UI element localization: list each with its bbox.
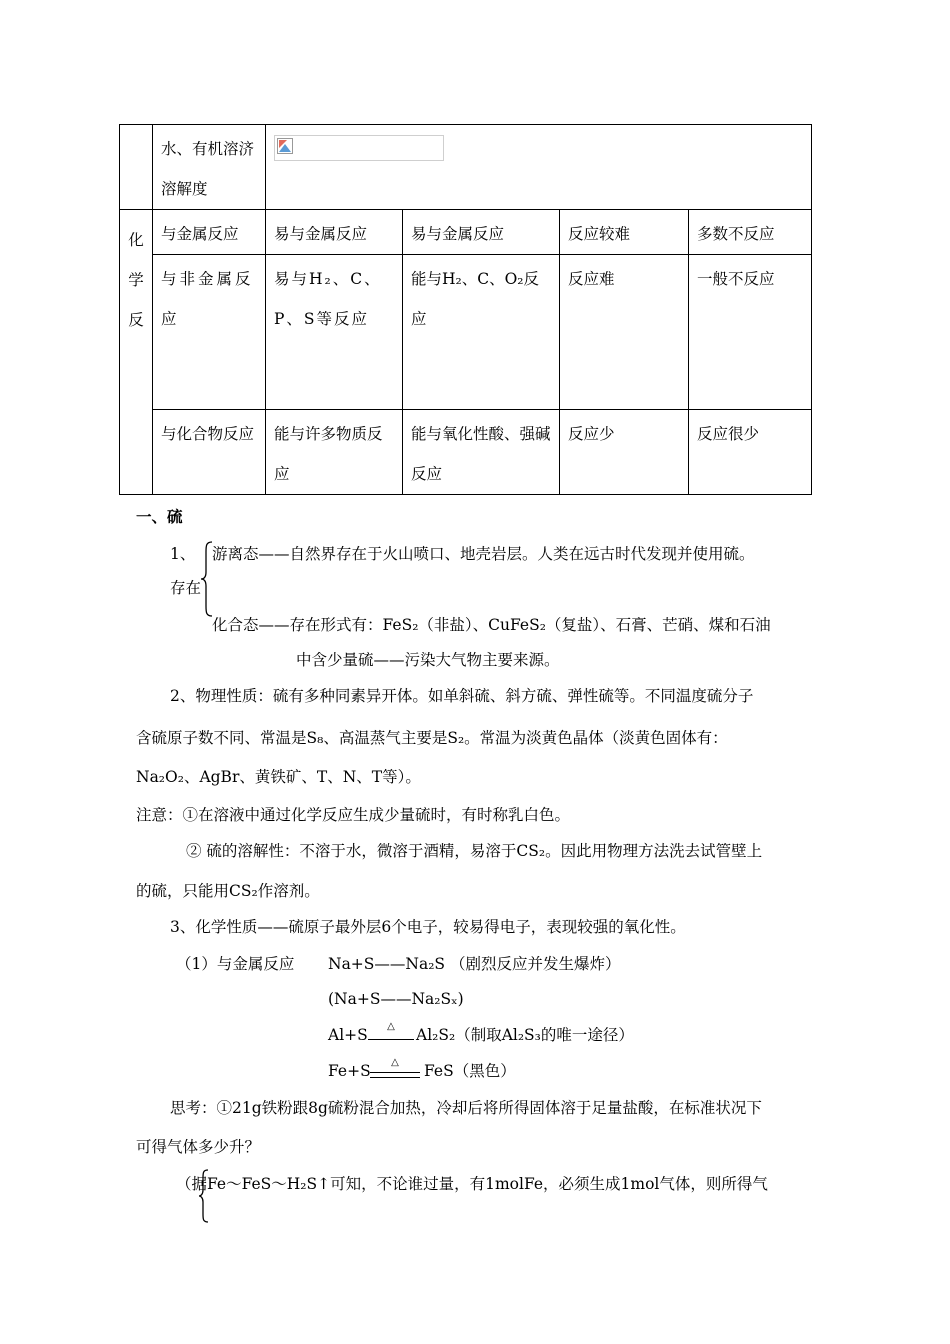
note-2: ② 硫的溶解性：不溶于水，微溶于酒精，易溶于CS₂。因此用物理方法洗去试管壁上 [186,842,763,860]
chemical-subtitle-metal: （1）与金属反应 [176,955,295,973]
note-3: 的硫，只能用CS₂作溶剂。 [136,882,320,900]
row-label-solubility: 水、有机溶济溶解度 [153,125,266,210]
existence-label: 存在 [170,579,202,597]
note-1: 注意：①在溶液中通过化学反应生成少量硫时，有时称乳白色。 [136,806,571,824]
table-cell [120,125,153,210]
table-row [120,255,812,410]
broken-image-icon [274,135,444,161]
think-question-line1: 思考：①21g铁粉跟8g硫粉混合加热，冷却后将所得固体溶于足量盐酸，在标准状况下 [170,1099,762,1117]
existence-number: 1、 [170,545,196,563]
equation-na-s: Na+S——Na₂S （剧烈反应并发生爆炸） [328,955,621,973]
think-answer-line1: （据Fe～FeS～H₂S↑可知，不论谁过量，有1molFe，必须生成1mol气体，则所得气 [176,1175,768,1193]
think-question-line2: 可得气体多少升？ [136,1138,261,1156]
table-cell: 反应难 [560,255,689,410]
properties-table [119,124,812,495]
row-label: 与金属反应 [153,210,266,255]
existence-free-line: 游离态——自然界存在于火山喷口、地壳岩层。人类在远古时代发现并使用硫。 [212,545,755,563]
table-cell: 易与金属反应 [403,210,560,255]
table-cell: 能与氧化性酸、强碱反应 [403,410,560,495]
table-cell: 多数不反应 [689,210,812,255]
equation-al-s-left: Al+S [328,1026,368,1044]
table-cell: 反应较难 [560,210,689,255]
physical-line1: 2、物理性质：硫有多种同素异开体。如单斜硫、斜方硫、弹性硫等。不同温度硫分子 [170,687,754,705]
table-cell: 反应少 [560,410,689,495]
equation-fe-s-right: FeS（黑色） [424,1062,516,1080]
equation-fe-s-left: Fe+S [328,1062,371,1080]
physical-line3: Na₂O₂、AgBr、黄铁矿、T、N、T等）。 [136,768,421,786]
table-cell: 一般不反应 [689,255,812,410]
table-cell: 易与H₂、C、P、S等反应 [266,255,403,410]
table-cell: 能与H₂、C、O₂反应 [403,255,560,410]
table-cell: 能与许多物质反应 [266,410,403,495]
physical-line2: 含硫原子数不同、常温是S₈、高温蒸气主要是S₂。常温为淡黄色晶体（淡黄色固体有： [136,729,728,747]
chemical-title: 3、化学性质——硫原子最外层6个电子，较易得电子，表现较强的氧化性。 [170,918,686,936]
table-row [120,125,812,210]
heating-equals-icon: △ [370,1058,420,1082]
equation-na-sx: (Na+S——Na₂Sₓ) [328,990,464,1008]
solubility-image-cell [266,125,812,210]
existence-combined-line1: 化合态——存在形式有：FeS₂（非盐）、CuFeS₂（复盐）、石膏、芒硝、煤和石油 [212,616,771,634]
existence-combined-line2: 中含少量硫——污染大气物主要来源。 [296,651,560,669]
row-label: 与非金属反应 [153,255,266,410]
heating-arrow-icon: △ [368,1022,414,1046]
group-label-chemical: 化学反 [120,210,153,495]
table-row [120,210,812,255]
table-cell: 易与金属反应 [266,210,403,255]
equation-al-s-right: Al₂S₂（制取Al₂S₃的唯一途径） [416,1026,634,1044]
section-title: 一、硫 [136,508,183,526]
table-cell: 反应很少 [689,410,812,495]
row-label: 与化合物反应 [153,410,266,495]
table-row [120,410,812,495]
